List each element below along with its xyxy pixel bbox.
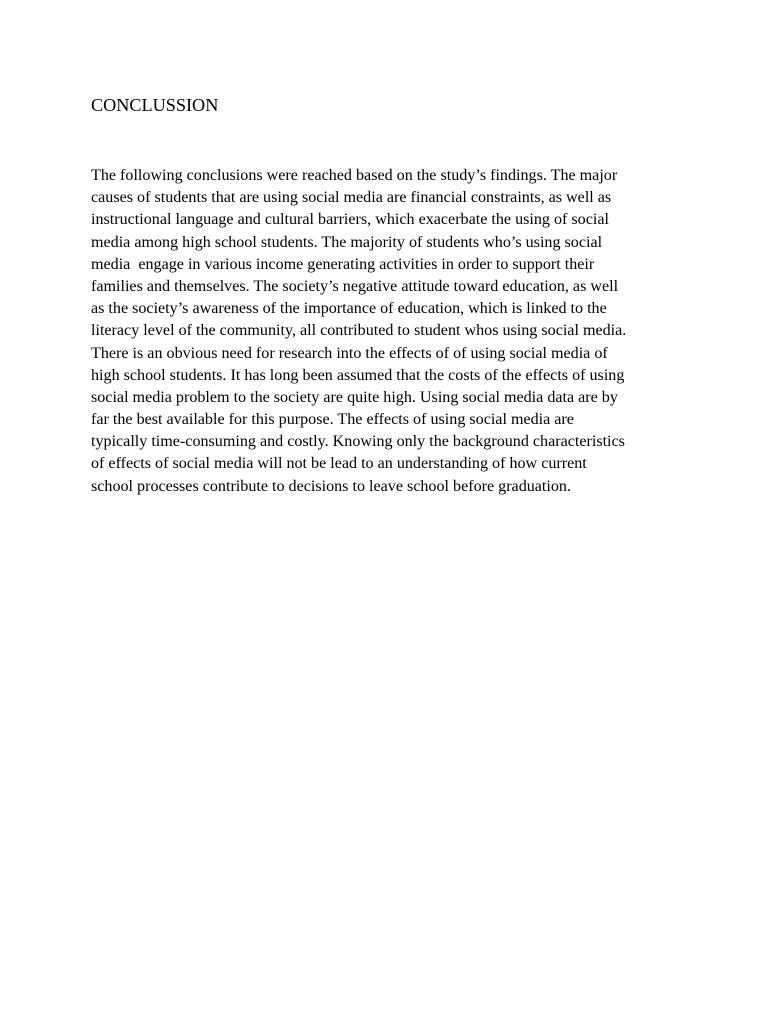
paragraph-line: media engage in various income generating activities in order to support their [91,255,595,273]
paragraph-line: literacy level of the community, all contributed to student whos using social media. [91,322,627,340]
paragraph-line: causes of students that are using social media are financial constraints, as well as [91,189,612,207]
paragraph-line: social media problem to the society are quite high. Using social media data are by [91,388,618,406]
paragraph-line: far the best available for this purpose. The effects of using social media are [91,411,574,429]
paragraph-line: as the society’s awareness of the importance of education, which is linked to the [91,300,607,318]
paragraph-line: school processes contribute to decisions to leave school before graduation. [91,477,571,495]
paragraph-line: high school students. It has long been assumed that the costs of the effects of using [91,366,625,384]
paragraph-line: There is an obvious need for research into the effects of of using social media of [91,344,608,362]
paragraph-line: instructional language and cultural barriers, which exacerbate the using of social [91,211,609,229]
paragraph-line: families and themselves. The society’s negative attitude toward education, as well [91,277,619,295]
paragraph-line: typically time-consuming and costly. Knowing only the background characteristics [91,433,625,451]
conclusion-paragraph [91,165,691,498]
paragraph-line: of effects of social media will not be lead to an understanding of how current [91,455,587,473]
paragraph-line: media among high school students. The majority of students who’s using social [91,233,603,251]
page-title: CONCLUSSION [91,95,219,115]
paragraph-line: The following conclusions were reached based on the study’s findings. The major [91,167,618,184]
